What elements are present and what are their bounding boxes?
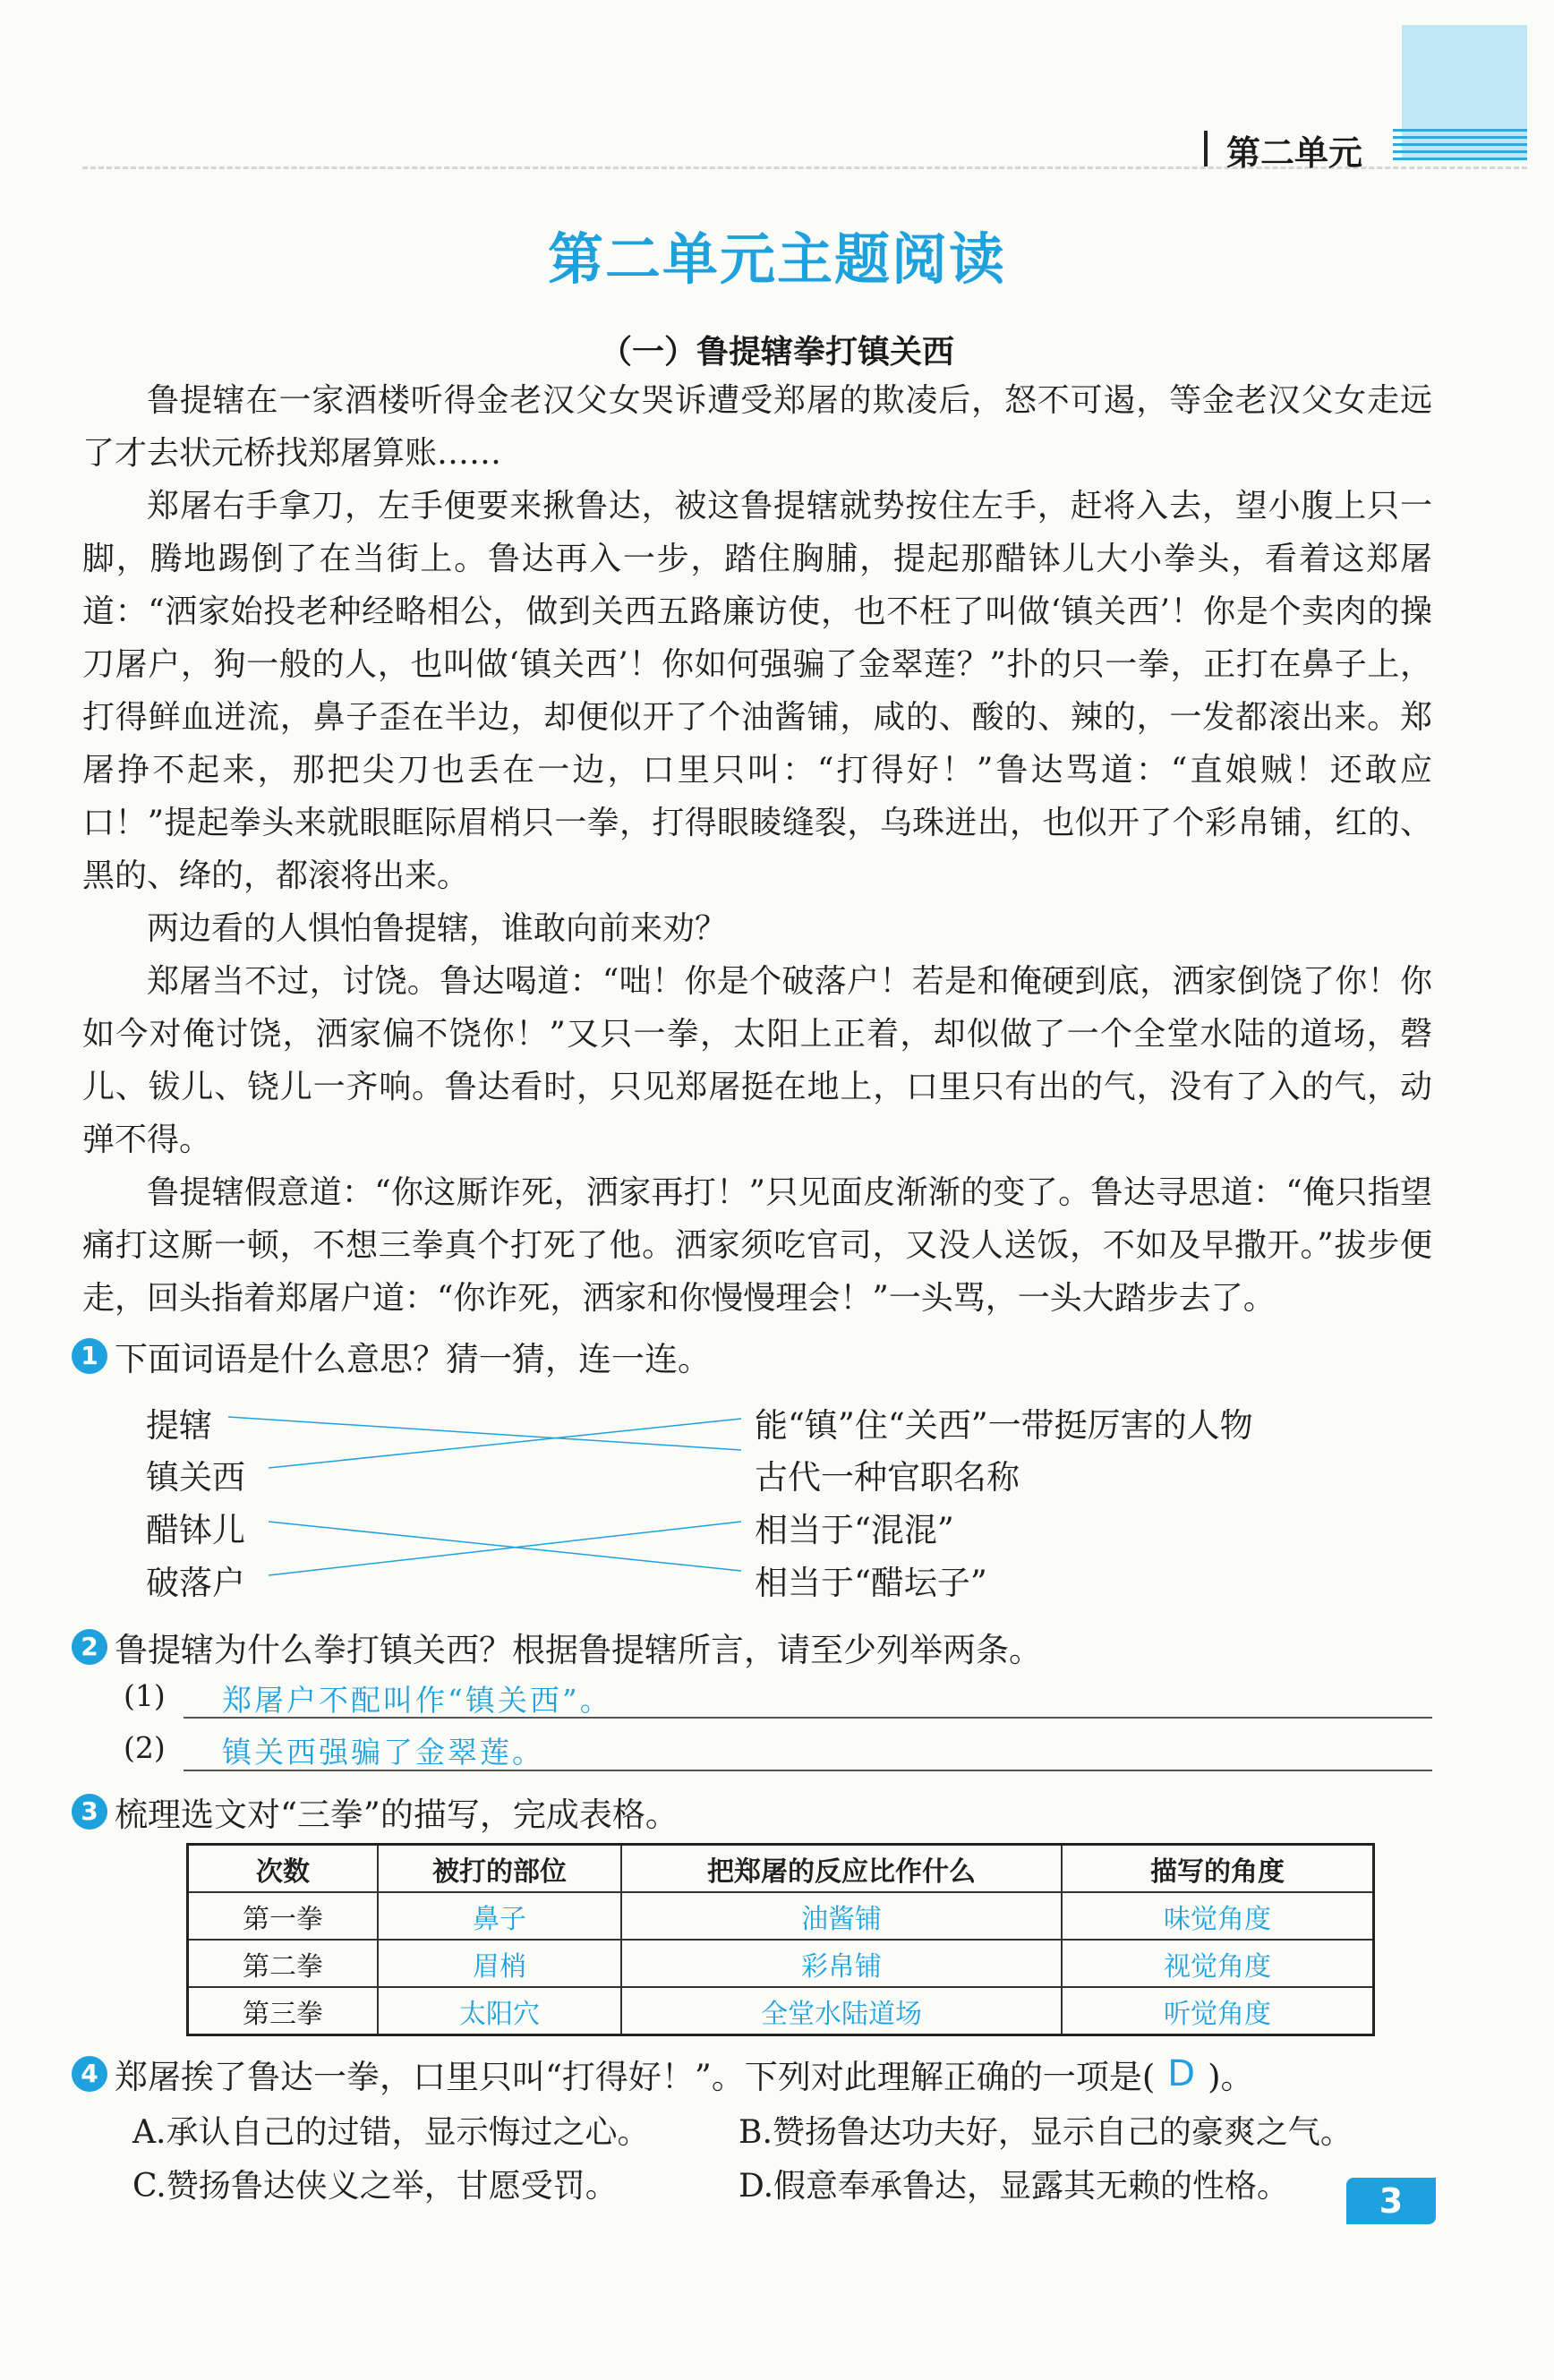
question-4 xyxy=(72,2050,1254,2098)
table-cell[interactable]: 视觉角度 xyxy=(1062,1940,1374,1987)
table-cell[interactable]: 鼻子 xyxy=(378,1892,621,1940)
unit-stripes xyxy=(1393,129,1527,161)
match-left-item[interactable]: 镇关西 xyxy=(146,1458,245,1497)
option-a[interactable]: A.承认自己的过错，显示悔过之心。 xyxy=(132,2114,650,2151)
question-3 xyxy=(72,1787,679,1836)
match-left-item[interactable]: 提辖 xyxy=(146,1406,212,1445)
answer-label: (1) xyxy=(124,1678,166,1713)
match-line xyxy=(269,1522,741,1575)
option-d[interactable]: D.假意奉承鲁达，显露其无赖的性格。 xyxy=(739,2168,1290,2205)
table-cell[interactable]: 味觉角度 xyxy=(1062,1892,1374,1940)
match-line xyxy=(269,1419,741,1468)
table-cell[interactable]: 全堂水陆道场 xyxy=(621,1987,1062,2035)
table-cell: 第三拳 xyxy=(188,1987,379,2035)
passage xyxy=(82,374,1432,1325)
table-header: 被打的部位 xyxy=(378,1845,621,1893)
passage-title: （一）鲁提辖拳打镇关西 xyxy=(599,334,954,371)
match-left-item[interactable]: 破落户 xyxy=(146,1564,245,1602)
answer-label: (2) xyxy=(124,1730,166,1765)
answer-line xyxy=(184,1770,1432,1771)
answer-text[interactable]: 郑屠户不配叫作“镇关西”。 xyxy=(222,1683,612,1718)
passage-paragraph: 鲁提辖在一家酒楼听得金老汉父女哭诉遭受郑屠的欺凌后，怒不可遏，等金老汉父女走远了才去状元桥找郑屠算账…… xyxy=(82,382,1432,472)
table-cell[interactable]: 眉梢 xyxy=(378,1940,621,1987)
match-right-item[interactable]: 相当于“混混” xyxy=(755,1511,954,1549)
table-cell: 第二拳 xyxy=(188,1940,379,1987)
page-title: 第二单元主题阅读 xyxy=(547,226,1006,292)
question-number: 1 xyxy=(72,1338,107,1374)
passage-paragraph: 两边看的人惧怕鲁提辖，谁敢向前来劝？ xyxy=(147,910,728,947)
match-right-item[interactable]: 能“镇”住“关西”一带挺厉害的人物 xyxy=(755,1406,1253,1445)
question-text: 鲁提辖为什么拳打镇关西？根据鲁提辖所言，请至少列举两条。 xyxy=(115,1631,1042,1669)
question-text: 梳理选文对“三拳”的描写，完成表格。 xyxy=(115,1796,679,1834)
answer-line xyxy=(184,1717,1432,1719)
table-row xyxy=(188,1892,1374,1940)
table-cell: 第一拳 xyxy=(188,1892,379,1940)
question-number: 4 xyxy=(72,2056,107,2092)
passage-paragraph: 郑屠右手拿刀，左手便要来揪鲁达，被这鲁提辖就势按住左手，赶将入去，望小腹上只一脚，腾地踢倒了在当街上。鲁达再入一步，踏住胸脯，提起那醋钵儿大小拳头，看着这郑屠道：“洒家始投老种经略相公，做到关西五路廉访使，也不枉了叫做‘镇关西’！你是个卖肉的操刀屠户，狗一般的人，也叫做‘镇关西’！你如何强骗了金翠莲？”扑的只一拳，正打在鼻子上，打得鲜血迸流，鼻子歪在半边，却便似开了个油酱铺，咸的、酸的、辣的，一发都滚出来。郑屠挣不起来，那把尖刀也丢在一边，口里只叫：“打得好！”鲁达骂道：“直娘贼！还敢应口！”提起拳头来就眼眶际眉梢只一拳，打得眼睖缝裂，乌珠迸出，也似开了个彩帛铺，红的、黑的、绛的，都滚将出来。 xyxy=(82,488,1432,894)
table-row xyxy=(188,1940,1374,1987)
answer-choice[interactable]: D xyxy=(1167,2053,1196,2094)
match-right-item[interactable]: 古代一种官职名称 xyxy=(755,1458,1020,1497)
table-header: 把郑屠的反应比作什么 xyxy=(621,1845,1062,1893)
passage-paragraph: 鲁提辖假意道：“你这厮诈死，洒家再打！”只见面皮渐渐的变了。鲁达寻思道：“俺只指望痛打这厮一顿，不想三拳真个打死了他。洒家须吃官司，又没人送饭，不如及早撒开。”拔步便走，回头指着郑屠户道：“你诈死，洒家和你慢慢理会！”一头骂，一头大踏步去了。 xyxy=(82,1174,1432,1317)
table-header-row xyxy=(188,1845,1374,1893)
option-b[interactable]: B.赞扬鲁达功夫好，显示自己的豪爽之气。 xyxy=(739,2114,1353,2151)
table-row xyxy=(188,1987,1374,2035)
table-header: 次数 xyxy=(188,1845,379,1893)
table-header: 描写的角度 xyxy=(1062,1845,1374,1893)
answer-text[interactable]: 镇关西强骗了金翠莲。 xyxy=(222,1735,544,1770)
question-text: 下面词语是什么意思？猜一猜，连一连。 xyxy=(115,1340,711,1378)
match-right-item[interactable]: 相当于“醋坛子” xyxy=(755,1564,987,1602)
table-cell[interactable]: 听觉角度 xyxy=(1062,1987,1374,2035)
question-number: 2 xyxy=(72,1629,107,1665)
punch-table xyxy=(186,1843,1375,2036)
table-cell[interactable]: 彩帛铺 xyxy=(621,1940,1062,1987)
question-text-end: )。 xyxy=(1208,2058,1254,2096)
unit-bar-mark xyxy=(1204,131,1208,166)
match-left-item[interactable]: 醋钵儿 xyxy=(146,1511,245,1549)
page-number: 3 xyxy=(1346,2178,1436,2224)
table-cell[interactable]: 太阳穴 xyxy=(378,1987,621,2035)
unit-label: 第二单元 xyxy=(1226,133,1363,173)
question-1 xyxy=(72,1332,711,1380)
match-line xyxy=(228,1417,741,1450)
match-line xyxy=(269,1522,741,1571)
question-2 xyxy=(72,1623,1042,1671)
question-text: 郑屠挨了鲁达一拳，口里只叫“打得好！”。下列对此理解正确的一项是( xyxy=(115,2058,1156,2096)
passage-paragraph: 郑屠当不过，讨饶。鲁达喝道：“咄！你是个破落户！若是和俺硬到底，洒家倒饶了你！你如今对俺讨饶，洒家偏不饶你！”又只一拳，太阳上正着，却似做了一个全堂水陆的道场，磬儿、钹儿、铙儿一齐响。鲁达看时，只见郑屠挺在地上，口里只有出的气，没有了入的气，动弹不得。 xyxy=(82,963,1432,1158)
table-cell[interactable]: 油酱铺 xyxy=(621,1892,1062,1940)
option-c[interactable]: C.赞扬鲁达侠义之举，甘愿受罚。 xyxy=(132,2168,618,2205)
question-number: 3 xyxy=(72,1794,107,1830)
